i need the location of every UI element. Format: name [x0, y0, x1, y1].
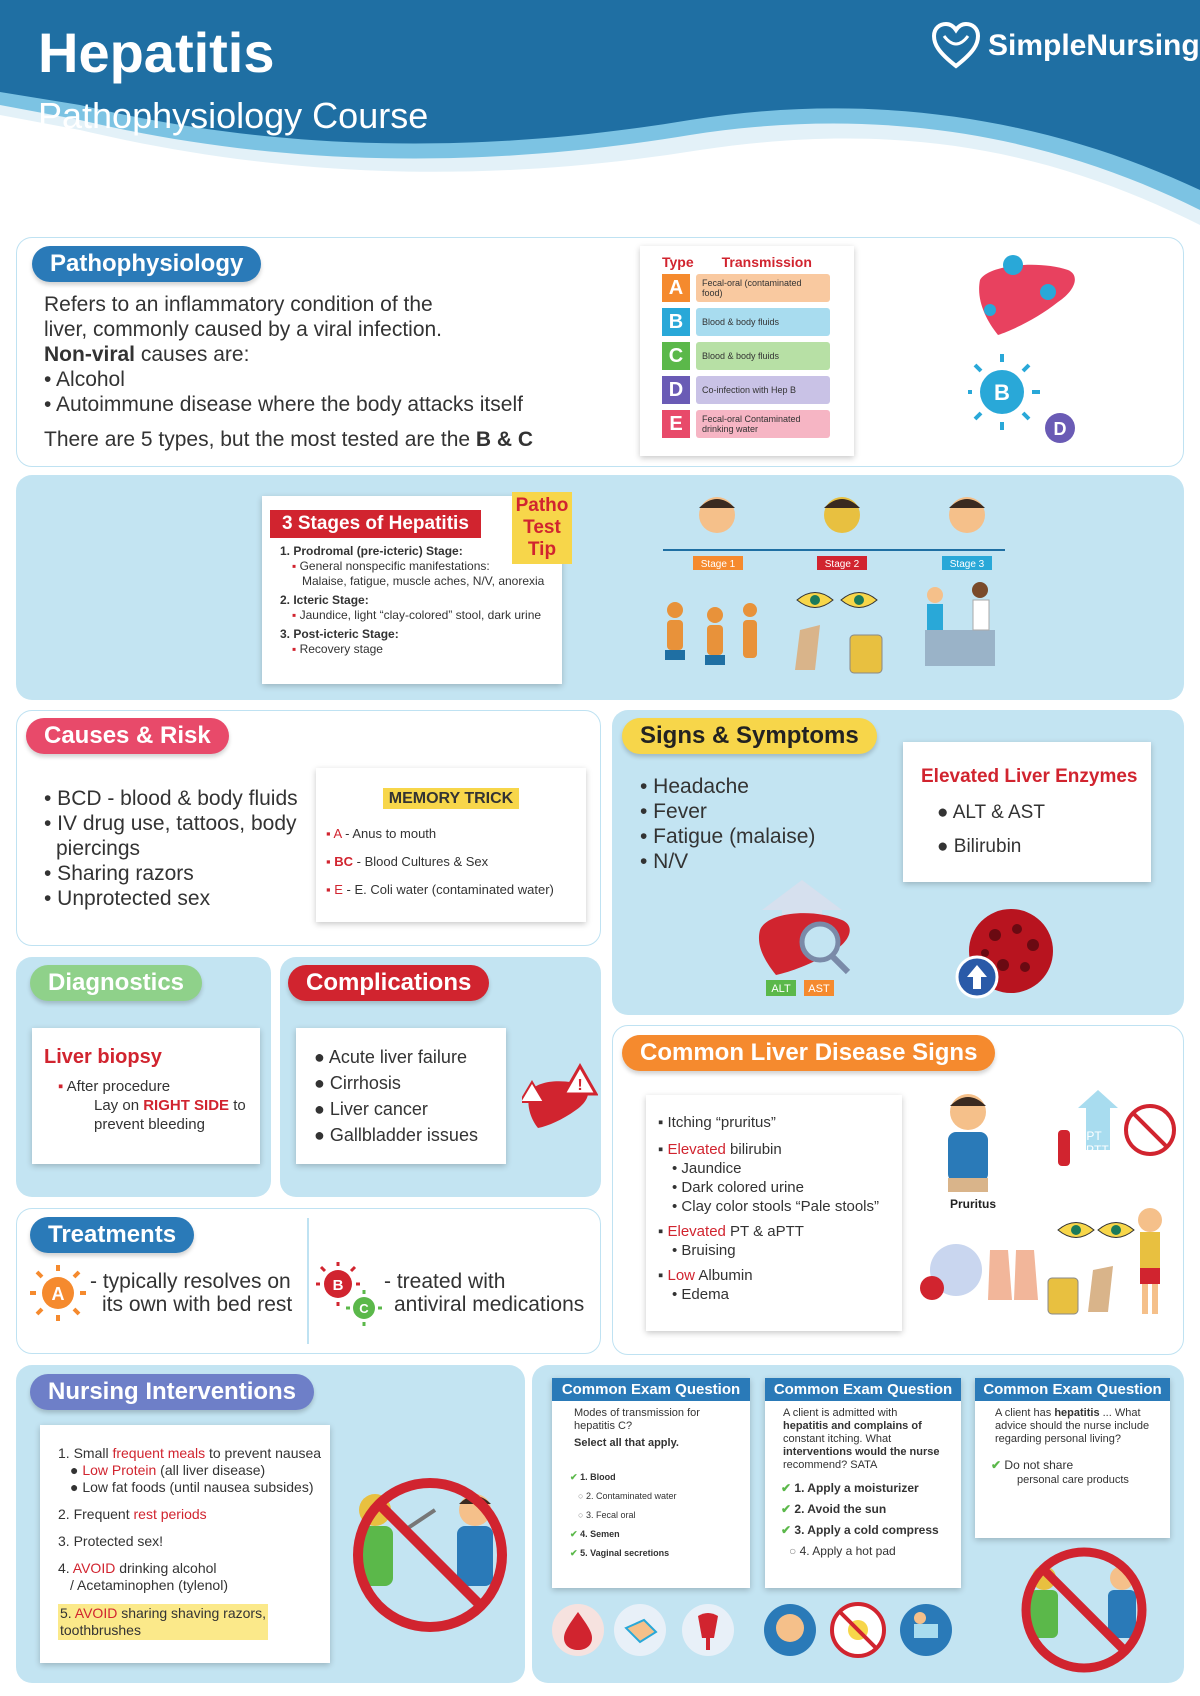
exam-option: ○ 2. Contaminated water: [578, 1491, 677, 1501]
liver-signs-illustration: [918, 1090, 1178, 1330]
type-letter: D: [662, 376, 690, 404]
svg-text:AST: AST: [808, 983, 830, 995]
type-letter: B: [662, 308, 690, 336]
stages-illustration: [655, 490, 1015, 690]
exam-option: ○ 4. Apply a hot pad: [789, 1544, 896, 1558]
svg-text:B: B: [332, 1277, 344, 1294]
treatment-a-text: - typically resolves on its own with bed rest: [90, 1270, 293, 1316]
treatments-pill: Treatments: [30, 1217, 194, 1253]
complication-item: ● Gallbladder issues: [314, 1125, 478, 1145]
svg-text:Pruritus: Pruritus: [949, 1197, 997, 1211]
diagnostics-pill: Diagnostics: [30, 965, 202, 1001]
signs-list: • Headache • Fever • Fatigue (malaise) • N/V: [640, 775, 816, 873]
type-letter: E: [662, 410, 690, 438]
svg-text:Stage 1: Stage 1: [700, 559, 736, 570]
bilirubin-cell-icon: [955, 905, 1055, 1005]
page-subtitle: Pathophysiology Course: [38, 95, 429, 136]
liver-signs-pill: Common Liver Disease Signs: [622, 1035, 995, 1071]
pathophysiology-pill: Pathophysiology: [32, 246, 261, 282]
no-sharing-icon: [1010, 1538, 1160, 1678]
exam-question-1: Common Exam Question Modes of transmission for hepatitis C? Select all that apply. ✔ 1. Blood ○ 2. Contaminated water ○ 3. Fecal oral ✔ 4. Semen ✔ 5. Vaginal secretions: [552, 1378, 750, 1588]
type-transmission: Fecal-oral Contaminated drinking water: [696, 410, 830, 438]
hepatitis-type-table: Type Transmission A Fecal-oral (contaminated food) B Blood & body fluids C Blood & body fluids D Co-infection with Hep B E Fecal-oral Contaminated drinking water: [640, 246, 854, 456]
exam-option: ✔ 1. Apply a moisturizer: [781, 1481, 919, 1495]
nursing-pill: Nursing Interventions: [30, 1374, 314, 1410]
svg-text:ALT: ALT: [771, 983, 791, 995]
patho-test-tip: Patho Test Tip: [512, 492, 572, 564]
svg-text:!: !: [577, 1077, 583, 1094]
type-row: [662, 274, 854, 302]
svg-text:B: B: [994, 380, 1010, 405]
treatments-divider: [307, 1218, 309, 1344]
liver-signs-card: ▪ Itching “pruritus” ▪ Elevated bilirubin • Jaundice • Dark colored urine • Clay color stools “Pale stools” ▪ Elevated PT & aPTT • Bruising ▪ Low Albumin • Edema: [646, 1095, 902, 1331]
svg-text:PT: PT: [1086, 1129, 1102, 1143]
heart-stethoscope-icon: [930, 22, 982, 70]
liver-sign-subitem: • Clay color stools “Pale stools”: [672, 1198, 879, 1215]
treatment-bc-text: - treated with antiviral medications: [384, 1270, 585, 1316]
page-title: Hepatitis: [38, 21, 275, 84]
virus-b-d-icon: [968, 350, 1088, 450]
type-row: [662, 376, 854, 404]
causes-list: • BCD - blood & body fluids • IV drug use, tattoos, body piercings • Sharing razors • Unprotected sex: [44, 787, 298, 910]
exam-option: ✔ 3. Apply a cold compress: [781, 1523, 939, 1537]
causes-pill: Causes & Risk: [26, 718, 229, 754]
svg-text:Stage 3: Stage 3: [949, 559, 985, 570]
complications-pill: Complications: [288, 965, 489, 1001]
type-transmission: Co-infection with Hep B: [696, 376, 830, 404]
type-row: [662, 342, 854, 370]
liver-biopsy-card: Liver biopsy ▪ After procedure Lay on RIGHT SIDE to prevent bleeding: [32, 1028, 260, 1164]
stages-card: 3 Stages of Hepatitis 1. Prodromal (pre-icteric) Stage: ▪ General nonspecific manifestations: Malaise, fatigue, muscle aches, N/V, anorexia 2. Icteric Stage: ▪ Jaundice, light “clay-colored” stool, dark urine 3. Post-icteric Stage: ▪ Recovery stage: [262, 496, 562, 684]
exam-option: ✔ 2. Avoid the sun: [781, 1502, 887, 1516]
liver-sign-subitem: • Jaundice: [672, 1160, 742, 1177]
svg-text:aPTT: aPTT: [1079, 1143, 1109, 1157]
liver-virus-icon: [968, 240, 1088, 350]
type-transmission: Blood & body fluids: [696, 342, 830, 370]
svg-text:D: D: [1053, 419, 1067, 439]
liver-magnifier-icon: [752, 880, 872, 1000]
type-letter: C: [662, 342, 690, 370]
complications-card: [296, 1028, 506, 1164]
hepatitis-a-virus-icon: [30, 1265, 86, 1321]
exam-icons-row: [548, 1598, 968, 1662]
memory-trick-card: MEMORY TRICK ▪ A - Anus to mouth ▪ BC - Blood Cultures & Sex ▪ E - E. Coli water (contaminated water): [316, 768, 586, 922]
brand-logo: SimpleNursing: [930, 22, 1200, 70]
type-letter: A: [662, 274, 690, 302]
exam-option: ✔ 1. Blood: [570, 1472, 616, 1482]
no-sharing-razor-icon: [345, 1470, 515, 1640]
type-row: [662, 410, 854, 438]
complication-item: ● Liver cancer: [314, 1099, 428, 1119]
type-row: [662, 308, 854, 336]
exam-option: ○ 3. Fecal oral: [578, 1510, 636, 1520]
svg-text:A: A: [51, 1284, 65, 1304]
exam-option: ✔ 5. Vaginal secretions: [570, 1548, 670, 1558]
signs-pill: Signs & Symptoms: [622, 718, 877, 754]
complication-item: ● Cirrhosis: [314, 1073, 401, 1093]
liver-sign-subitem: • Dark colored urine: [672, 1179, 804, 1196]
exam-option: ✔ 4. Semen: [570, 1529, 620, 1539]
liver-warning-icon: [522, 1062, 598, 1132]
svg-text:Stage 2: Stage 2: [824, 559, 860, 570]
exam-question-2: Common Exam Question A client is admitted with hepatitis and complains of constant itching. What interventions would the nurse recommend? SATA ✔ 1. Apply a moisturizer ✔ 2. Avoid the sun ✔ 3. Apply a cold compress ○ 4. Apply a hot pad: [765, 1378, 961, 1588]
complication-item: ● Acute liver failure: [314, 1047, 467, 1067]
exam-question-3: Common Exam Question A client has hepatitis ... What advice should the nurse include regarding personal living? ✔ Do not share personal care products: [975, 1378, 1170, 1538]
elevated-enzymes-card: Elevated Liver Enzymes ● ALT & AST ● Bilirubin: [903, 742, 1151, 882]
hepatitis-b-c-virus-icon: [314, 1262, 384, 1326]
nursing-card: 1. Small frequent meals to prevent nausea ● Low Protein (all liver disease) ● Low fat foods (until nausea subsides) 2. Frequent rest periods 3. Protected sex! 4. AVOID drinking alcohol / Acetaminophen (tylenol) 5. AVOID sharing shaving razors, toothbrushes: [40, 1425, 330, 1663]
svg-text:C: C: [359, 1301, 369, 1316]
type-transmission: Fecal-oral (contaminated food): [696, 274, 830, 302]
type-transmission: Blood & body fluids: [696, 308, 830, 336]
patho-description: Refers to an inflammatory condition of the liver, commonly caused by a viral infection. Non-viral causes are: • Alcohol • Autoimmune disease where the body attacks itself There are 5 types, but the most tested are the B & C: [44, 293, 534, 451]
